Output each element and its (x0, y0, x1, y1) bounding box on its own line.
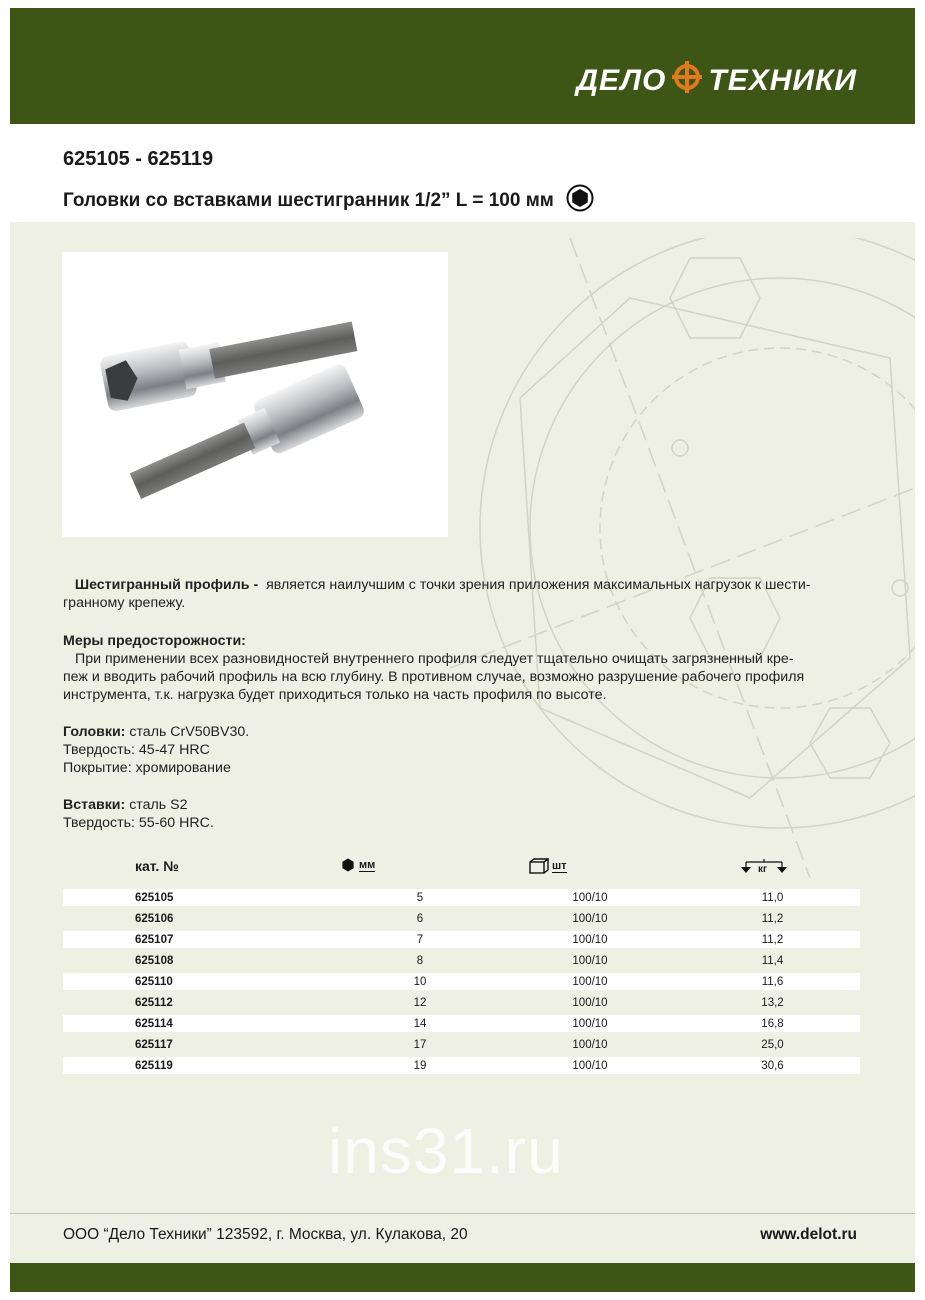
header-weight-label: кг (758, 864, 768, 875)
footer-address: ООО “Дело Техники” 123592, г. Москва, ул. Кулакова, 20 (63, 1226, 468, 1243)
cell-cat: 625106 (135, 912, 174, 925)
precautions-line-3: инструмента, т.к. нагрузка будет приходиться только на часть профиля по высоте. (63, 687, 607, 703)
product-table (63, 885, 860, 1078)
cell-weight: 11,4 (761, 954, 784, 967)
heads-coating: Покрытие: хромирование (63, 760, 231, 776)
cell-qty: 100/10 (495, 931, 685, 948)
table-row (63, 1015, 860, 1032)
heads-hardness: Твердость: 45-47 HRC (63, 742, 210, 758)
header-bar (10, 8, 915, 124)
cell-cat: 625117 (135, 1038, 173, 1051)
precautions-line-2: пеж и вводить рабочий профиль на всю глубину. В противном случае, возможно разрушение рабочего профиля (63, 669, 805, 685)
watermark-text: ins31.ru (328, 1115, 564, 1187)
cell-weight: 11,6 (685, 973, 860, 990)
inserts-hardness: Твердость: 55-60 HRC. (63, 815, 214, 831)
heads-label: Головки: (63, 724, 126, 740)
header-size (341, 858, 375, 872)
cell-qty: 100/10 (495, 1015, 685, 1032)
cell-size: 8 (416, 954, 424, 967)
cell-size: 7 (345, 931, 495, 948)
product-title-text: Головки со вставками шестигранник 1/2” L = 100 мм (63, 190, 554, 211)
cell-qty: 100/10 (572, 912, 608, 925)
cell-qty: 100/10 (572, 996, 608, 1009)
cell-cat: 625107 (63, 931, 345, 948)
precautions (63, 632, 804, 704)
footer-bar (10, 1263, 915, 1292)
logo-mark-icon (670, 60, 704, 102)
cell-cat: 625119 (63, 1057, 345, 1074)
cell-qty: 100/10 (495, 1057, 685, 1074)
inserts-spec (63, 796, 214, 832)
footer-divider (10, 1213, 915, 1214)
cell-size: 19 (345, 1057, 495, 1074)
cell-cat: 625110 (63, 973, 345, 990)
precautions-line-1: При применении всех разновидностей внутреннего профиля следует тщательно очищать загрязненный кре- (75, 651, 794, 667)
cell-size: 17 (413, 1038, 427, 1051)
table-row (63, 973, 860, 990)
heads-text: сталь CrV50BV30. (129, 724, 250, 740)
heads-spec (63, 723, 249, 777)
cell-weight: 30,6 (685, 1057, 860, 1074)
table-row (63, 994, 860, 1011)
cell-size: 5 (345, 889, 495, 906)
cell-qty: 100/10 (572, 1038, 608, 1051)
profile-label: Шестигранный профиль - (74, 577, 259, 593)
product-title (63, 184, 594, 218)
cell-cat: 625105 (63, 889, 345, 906)
cell-size: 14 (345, 1015, 495, 1032)
logo-text-right: ТЕХНИКИ (708, 64, 857, 97)
table-row (63, 952, 860, 969)
cell-qty: 100/10 (495, 973, 685, 990)
table-header (63, 858, 860, 880)
table-row (63, 889, 860, 906)
header-qty (529, 858, 567, 874)
table-row (63, 910, 860, 927)
footer-website-link[interactable]: www.delot.ru (760, 1226, 857, 1243)
product-range: 625105 - 625119 (63, 148, 214, 170)
cell-weight: 16,8 (685, 1015, 860, 1032)
cell-size: 6 (416, 912, 424, 925)
cell-cat: 625108 (135, 954, 174, 967)
brand-logo (576, 60, 857, 102)
cell-weight: 11,2 (761, 912, 784, 925)
header-cat: кат. № (135, 858, 179, 874)
logo-text-left: ДЕЛО (576, 64, 667, 97)
inserts-text: сталь S2 (129, 797, 188, 813)
cell-weight: 25,0 (761, 1038, 784, 1051)
table-row (63, 1036, 860, 1053)
inserts-label: Вставки: (63, 797, 126, 813)
cell-cat: 625112 (135, 996, 173, 1009)
cell-cat: 625114 (63, 1015, 345, 1032)
header-qty-label: шт (552, 859, 567, 872)
catalog-page (10, 8, 915, 1292)
profile-description (63, 576, 811, 612)
cell-size: 12 (413, 996, 427, 1009)
table-row (63, 1057, 860, 1074)
box-icon (529, 858, 549, 874)
cell-weight: 13,2 (761, 996, 784, 1009)
profile-text-2: гранному крепежу. (63, 595, 186, 611)
cell-qty: 100/10 (495, 889, 685, 906)
hex-size-icon (341, 858, 355, 872)
precautions-title: Меры предосторожности: (63, 633, 246, 649)
hex-profile-icon (566, 184, 594, 218)
profile-text: является наилучшим с точки зрения приложения максимальных нагрузок к шести- (266, 577, 811, 593)
cell-weight: 11,2 (685, 931, 860, 948)
cell-size: 10 (345, 973, 495, 990)
technical-drawing-background (450, 238, 915, 878)
table-row (63, 931, 860, 948)
header-size-label: мм (359, 858, 376, 871)
cell-weight: 11,0 (685, 889, 860, 906)
cell-qty: 100/10 (572, 954, 608, 967)
product-photo (62, 252, 448, 537)
